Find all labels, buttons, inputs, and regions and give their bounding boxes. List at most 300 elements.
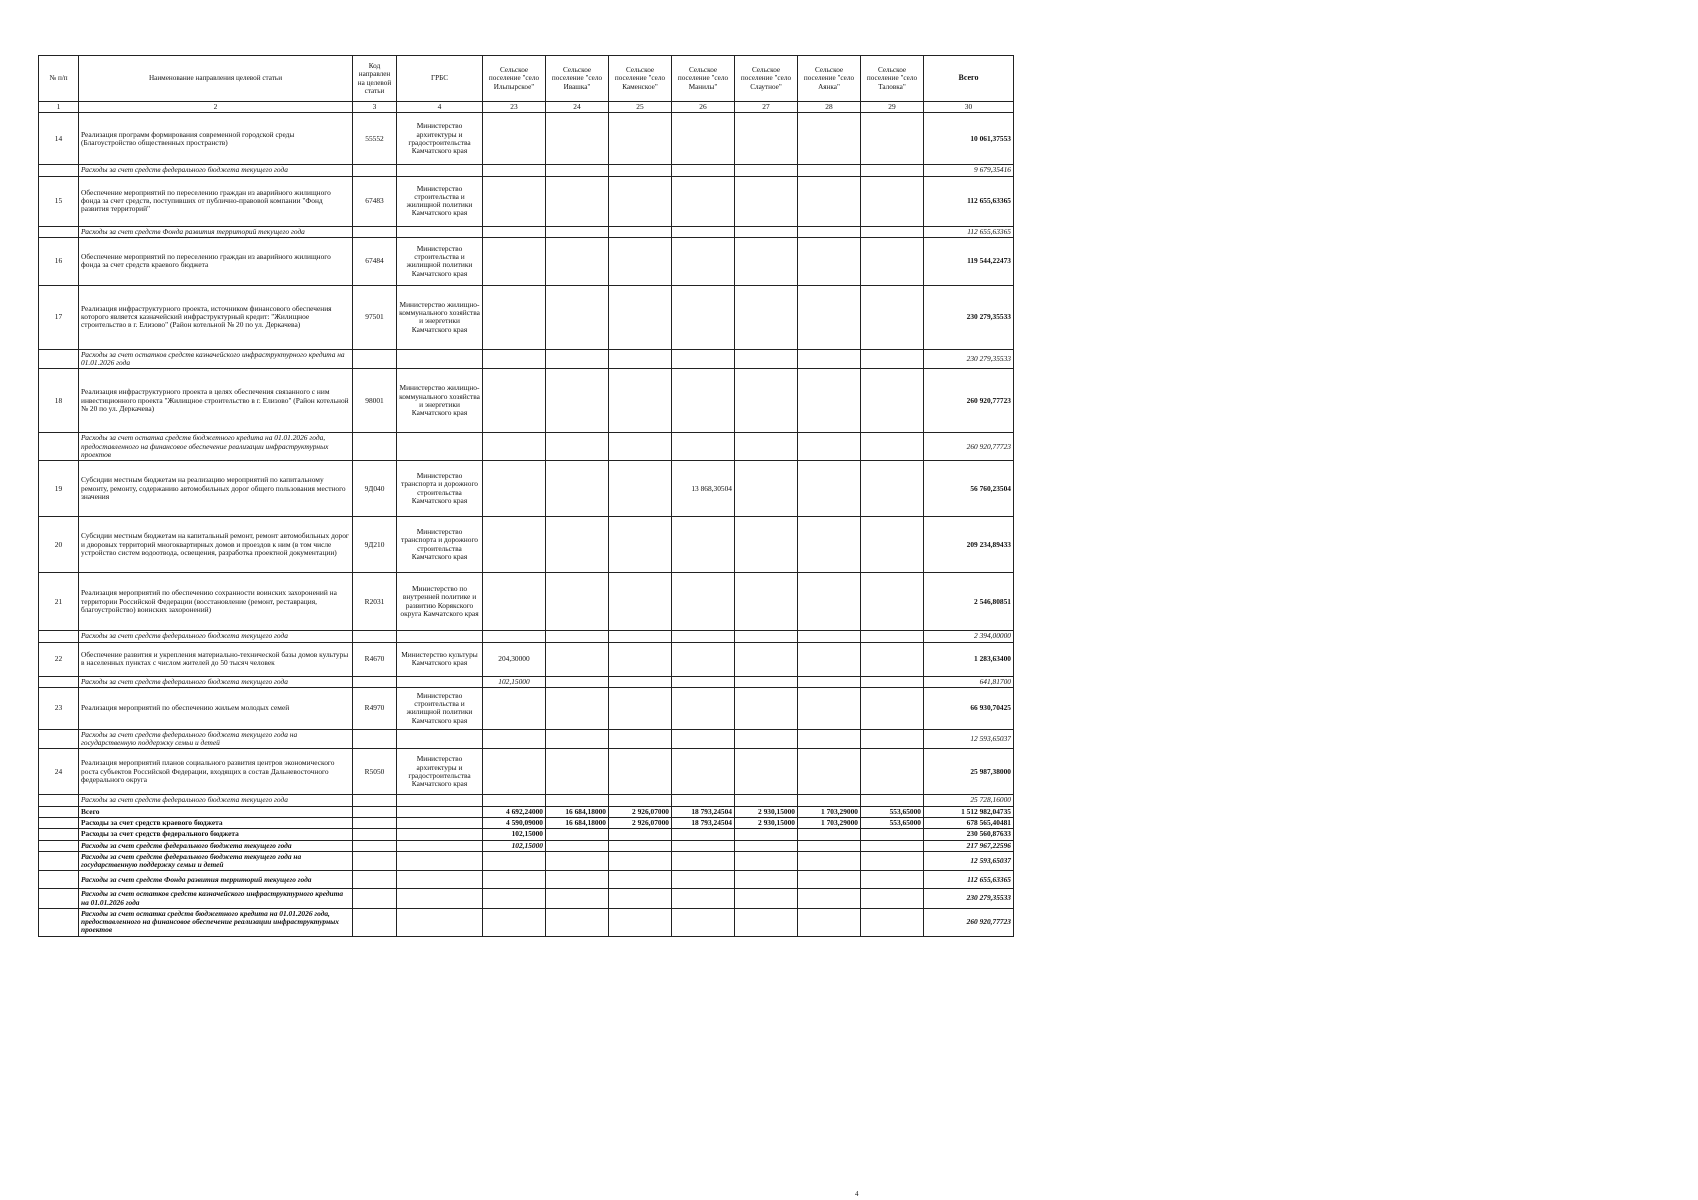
subrow-total: 230 279,35533: [924, 349, 1014, 369]
totals-v29: 553,65000: [861, 817, 924, 828]
totals-v29: [861, 829, 924, 840]
row-total: 1 283,63400: [924, 642, 1014, 676]
totals-blank: [397, 908, 483, 936]
totals-blank: [397, 871, 483, 889]
subrow-label: Расходы за счет средств федерального бюджета текущего года: [79, 631, 353, 642]
totals-v29: [861, 851, 924, 871]
subrow-blank: [735, 631, 798, 642]
totals-v26: [672, 889, 735, 909]
subrow-blank: [735, 165, 798, 176]
row-grbs: Министерство жилищно-коммунального хозяйства и энергетики Камчатского края: [397, 369, 483, 433]
header-grbs: ГРБС: [397, 56, 483, 102]
subrow-blank: [609, 226, 672, 237]
totals-label: Расходы за счет остатка средств бюджетного кредита на 01.01.2026 года, предоставленного на финансовое обеспечение реализации инфраструктурных проектов: [79, 908, 353, 936]
row-s25: [609, 642, 672, 676]
totals-v27: [735, 851, 798, 871]
totals-total: 230 560,87633: [924, 829, 1014, 840]
totals-v28: 1 703,29000: [798, 806, 861, 817]
subrow-label: Расходы за счет средств федерального бюджета текущего года на государственную поддержку семьи и детей: [79, 729, 353, 749]
totals-v28: [798, 840, 861, 851]
row-total: 56 760,23504: [924, 461, 1014, 517]
subrow-blank: [546, 729, 609, 749]
page-number: 4: [855, 1190, 859, 1198]
subrow-blank: [353, 795, 397, 806]
row-total: 260 920,77723: [924, 369, 1014, 433]
totals-v25: 2 926,07000: [609, 806, 672, 817]
row-num: 20: [39, 517, 79, 573]
row-name: Реализация мероприятий планов социального развития центров экономического роста субъектов Российской Федерации, входящих в состав Дальневосточного федерального округа: [79, 749, 353, 795]
row-s27: [735, 749, 798, 795]
totals-row: [39, 840, 1014, 851]
row-s28: [798, 642, 861, 676]
subrow-blank: [861, 226, 924, 237]
totals-row: [39, 817, 1014, 828]
subrow-blank: [397, 795, 483, 806]
row-code: 97501: [353, 285, 397, 349]
table-subrow: [39, 729, 1014, 749]
table-body: [39, 113, 1014, 936]
table-subrow: [39, 226, 1014, 237]
row-name: Реализация инфраструктурного проекта в целях обеспечения связанного с ним инвестиционного проекта "Жилищное строительство в г. Елизово" (Район котельной № 20 по ул. Деркачева): [79, 369, 353, 433]
table-row: [39, 461, 1014, 517]
row-s29: [861, 687, 924, 729]
totals-v25: [609, 840, 672, 851]
row-s26: [672, 573, 735, 631]
colnum: 25: [609, 102, 672, 113]
totals-v23: [483, 871, 546, 889]
subrow-blank: [672, 349, 735, 369]
row-s28: [798, 573, 861, 631]
subrow-label: Расходы за счет средств федерального бюджета текущего года: [79, 795, 353, 806]
totals-v25: 2 926,07000: [609, 817, 672, 828]
table-row: [39, 285, 1014, 349]
colnum: 23: [483, 102, 546, 113]
totals-v27: [735, 889, 798, 909]
subrow-blank: [672, 226, 735, 237]
subrow-blank: [672, 631, 735, 642]
header-total: Всего: [924, 56, 1014, 102]
totals-v23: 4 692,24000: [483, 806, 546, 817]
totals-v27: 2 930,15000: [735, 806, 798, 817]
subrow-blank: [39, 165, 79, 176]
colnum: 24: [546, 102, 609, 113]
subrow-total: 112 655,63365: [924, 226, 1014, 237]
subrow-s23: [483, 795, 546, 806]
subrow-label: Расходы за счет средств федерального бюджета текущего года: [79, 676, 353, 687]
subrow-blank: [546, 433, 609, 461]
row-total: 2 546,80851: [924, 573, 1014, 631]
totals-v24: [546, 851, 609, 871]
row-s28: [798, 749, 861, 795]
totals-v26: [672, 840, 735, 851]
row-s23: 204,30000: [483, 642, 546, 676]
totals-blank: [353, 889, 397, 909]
totals-v27: [735, 840, 798, 851]
subrow-total: 260 920,77723: [924, 433, 1014, 461]
row-code: R4670: [353, 642, 397, 676]
subrow-total: 2 394,00000: [924, 631, 1014, 642]
header-name: Наименование направления целевой статьи: [79, 56, 353, 102]
row-total: 230 279,35533: [924, 285, 1014, 349]
subrow-blank: [861, 631, 924, 642]
subrow-blank: [353, 676, 397, 687]
totals-v28: [798, 889, 861, 909]
subrow-blank: [353, 631, 397, 642]
subrow-total: 641,81700: [924, 676, 1014, 687]
row-grbs: Министерство жилищно-коммунального хозяйства и энергетики Камчатского края: [397, 285, 483, 349]
row-s25: [609, 285, 672, 349]
totals-blank: [353, 840, 397, 851]
subrow-blank: [609, 676, 672, 687]
totals-blank: [39, 829, 79, 840]
subrow-blank: [546, 676, 609, 687]
subrow-blank: [798, 631, 861, 642]
row-code: 9Д210: [353, 517, 397, 573]
row-name: Реализация мероприятий по обеспечению жильем молодых семей: [79, 687, 353, 729]
row-s23: [483, 687, 546, 729]
totals-label: Расходы за счет средств федерального бюджета: [79, 829, 353, 840]
row-s25: [609, 517, 672, 573]
subrow-label: Расходы за счет остатка средств бюджетного кредита на 01.01.2026 года, предоставленного на финансовое обеспечение реализации инфраструктурных проектов: [79, 433, 353, 461]
subrow-blank: [609, 631, 672, 642]
row-grbs: Министерство строительства и жилищной политики Камчатского края: [397, 237, 483, 285]
totals-total: 1 512 982,04735: [924, 806, 1014, 817]
row-name: Реализация инфраструктурного проекта, источником финансового обеспечения которого является казначейский инфраструктурный кредит: "Жилищное строительство в г. Елизово" (Район котельной № 20 по ул. Деркачева): [79, 285, 353, 349]
totals-row: [39, 889, 1014, 909]
row-grbs: Министерство строительства и жилищной политики Камчатского края: [397, 176, 483, 226]
subrow-blank: [353, 165, 397, 176]
subrow-s23: [483, 165, 546, 176]
totals-v24: [546, 889, 609, 909]
totals-v29: [861, 908, 924, 936]
row-s24: [546, 517, 609, 573]
row-code: R4970: [353, 687, 397, 729]
subrow-blank: [861, 676, 924, 687]
row-s27: [735, 285, 798, 349]
row-s29: [861, 573, 924, 631]
totals-blank: [353, 871, 397, 889]
totals-v24: 16 684,18000: [546, 817, 609, 828]
row-grbs: Министерство по внутренней политике и развитию Корякского округа Камчатского края: [397, 573, 483, 631]
subrow-s23: 102,15000: [483, 676, 546, 687]
totals-v23: [483, 851, 546, 871]
header-s26: Сельское поселение "село Манилы": [672, 56, 735, 102]
table-header: [39, 56, 1014, 113]
header-s29: Сельское поселение "село Таловка": [861, 56, 924, 102]
subrow-blank: [39, 676, 79, 687]
totals-blank: [397, 829, 483, 840]
totals-v26: 18 793,24504: [672, 817, 735, 828]
row-name: Реализация мероприятий по обеспечению сохранности воинских захоронений на территории Российской Федерации (восстановление (ремонт, реставрация, благоустройство) воинских захоронений): [79, 573, 353, 631]
subrow-blank: [546, 226, 609, 237]
subrow-blank: [39, 433, 79, 461]
subrow-total: 25 728,16000: [924, 795, 1014, 806]
subrow-blank: [672, 433, 735, 461]
row-s28: [798, 687, 861, 729]
subrow-blank: [397, 349, 483, 369]
totals-row: [39, 829, 1014, 840]
totals-row: [39, 871, 1014, 889]
subrow-blank: [798, 165, 861, 176]
totals-v27: 2 930,15000: [735, 817, 798, 828]
totals-total: 678 565,40481: [924, 817, 1014, 828]
row-s26: [672, 749, 735, 795]
table-row: [39, 517, 1014, 573]
row-num: 14: [39, 113, 79, 165]
row-s27: [735, 461, 798, 517]
subrow-s23: [483, 349, 546, 369]
totals-v23: [483, 908, 546, 936]
colnum: 4: [397, 102, 483, 113]
subrow-label: Расходы за счет средств Фонда развития территорий текущего года: [79, 226, 353, 237]
subrow-blank: [672, 729, 735, 749]
totals-v27: [735, 829, 798, 840]
subrow-blank: [353, 349, 397, 369]
row-total: 119 544,22473: [924, 237, 1014, 285]
totals-blank: [353, 851, 397, 871]
row-s25: [609, 237, 672, 285]
row-total: 112 655,63365: [924, 176, 1014, 226]
totals-v25: [609, 908, 672, 936]
subrow-blank: [798, 226, 861, 237]
totals-total: 217 967,22596: [924, 840, 1014, 851]
subrow-s23: [483, 631, 546, 642]
row-name: Обеспечение мероприятий по переселению граждан из аварийного жилищного фонда за счет средств, поступивших от публично-правовой компании "Фонд развития территорий": [79, 176, 353, 226]
subrow-blank: [861, 795, 924, 806]
row-s29: [861, 237, 924, 285]
totals-total: 260 920,77723: [924, 908, 1014, 936]
totals-v23: 4 590,09000: [483, 817, 546, 828]
row-s24: [546, 237, 609, 285]
colnum: 3: [353, 102, 397, 113]
row-name: Обеспечение развития и укрепления материально-технической базы домов культуры в населенных пунктах с числом жителей до 50 тысяч человек: [79, 642, 353, 676]
table-subrow: [39, 795, 1014, 806]
totals-blank: [353, 829, 397, 840]
row-num: 15: [39, 176, 79, 226]
row-s29: [861, 176, 924, 226]
row-s28: [798, 517, 861, 573]
row-s26: [672, 113, 735, 165]
colnum: 26: [672, 102, 735, 113]
subrow-blank: [397, 433, 483, 461]
header-code: Код направлен на целевой статьи: [353, 56, 397, 102]
row-code: 67483: [353, 176, 397, 226]
row-s28: [798, 369, 861, 433]
totals-blank: [397, 840, 483, 851]
table-row: [39, 573, 1014, 631]
subrow-blank: [39, 795, 79, 806]
subrow-blank: [609, 165, 672, 176]
totals-v28: [798, 871, 861, 889]
table-row: [39, 749, 1014, 795]
row-s26: [672, 517, 735, 573]
row-s29: [861, 517, 924, 573]
subrow-blank: [609, 729, 672, 749]
subrow-total: 12 593,65037: [924, 729, 1014, 749]
colnum: 29: [861, 102, 924, 113]
totals-v27: [735, 871, 798, 889]
row-num: 23: [39, 687, 79, 729]
row-code: 98001: [353, 369, 397, 433]
subrow-blank: [546, 795, 609, 806]
table-subrow: [39, 676, 1014, 687]
subrow-blank: [798, 676, 861, 687]
totals-v28: [798, 851, 861, 871]
row-s23: [483, 461, 546, 517]
row-s24: [546, 285, 609, 349]
subrow-blank: [39, 631, 79, 642]
subrow-blank: [353, 729, 397, 749]
table-subrow: [39, 165, 1014, 176]
row-total: 209 234,89433: [924, 517, 1014, 573]
row-s26: [672, 687, 735, 729]
table-subrow: [39, 433, 1014, 461]
totals-blank: [397, 889, 483, 909]
subrow-blank: [798, 729, 861, 749]
subrow-blank: [861, 349, 924, 369]
totals-v29: [861, 889, 924, 909]
totals-v29: [861, 871, 924, 889]
subrow-blank: [39, 349, 79, 369]
table-row: [39, 687, 1014, 729]
row-s29: [861, 113, 924, 165]
totals-v26: 18 793,24504: [672, 806, 735, 817]
row-s28: [798, 237, 861, 285]
header-s23: Сельское поселение "село Ильпырское": [483, 56, 546, 102]
column-number-row: [39, 102, 1014, 113]
row-s25: [609, 176, 672, 226]
budget-table: [38, 55, 1014, 937]
subrow-blank: [798, 433, 861, 461]
totals-blank: [39, 806, 79, 817]
totals-v26: [672, 908, 735, 936]
table-row: [39, 113, 1014, 165]
row-s26: [672, 642, 735, 676]
totals-v28: [798, 908, 861, 936]
totals-total: 230 279,35533: [924, 889, 1014, 909]
row-total: 66 930,70425: [924, 687, 1014, 729]
table-subrow: [39, 631, 1014, 642]
row-grbs: Министерство культуры Камчатского края: [397, 642, 483, 676]
subrow-s23: [483, 226, 546, 237]
totals-blank: [353, 806, 397, 817]
row-num: 21: [39, 573, 79, 631]
totals-blank: [397, 817, 483, 828]
totals-v28: 1 703,29000: [798, 817, 861, 828]
subrow-blank: [397, 165, 483, 176]
row-s23: [483, 113, 546, 165]
subrow-blank: [397, 631, 483, 642]
row-s25: [609, 369, 672, 433]
row-code: R2031: [353, 573, 397, 631]
totals-v25: [609, 871, 672, 889]
row-grbs: Министерство транспорта и дорожного строительства Камчатского края: [397, 517, 483, 573]
row-s25: [609, 113, 672, 165]
totals-label: Расходы за счет средств краевого бюджета: [79, 817, 353, 828]
row-s29: [861, 749, 924, 795]
row-s27: [735, 573, 798, 631]
row-num: 19: [39, 461, 79, 517]
subrow-blank: [609, 433, 672, 461]
row-s23: [483, 176, 546, 226]
row-num: 18: [39, 369, 79, 433]
totals-blank: [353, 817, 397, 828]
subrow-blank: [735, 349, 798, 369]
row-s23: [483, 517, 546, 573]
totals-label: Всего: [79, 806, 353, 817]
subrow-blank: [798, 349, 861, 369]
header-num: № п/п: [39, 56, 79, 102]
row-grbs: Министерство архитектуры и градостроительства Камчатского края: [397, 749, 483, 795]
colnum: 27: [735, 102, 798, 113]
row-total: 10 061,37553: [924, 113, 1014, 165]
subrow-blank: [735, 729, 798, 749]
row-num: 22: [39, 642, 79, 676]
row-s27: [735, 687, 798, 729]
colnum: 2: [79, 102, 353, 113]
totals-v23: 102,15000: [483, 829, 546, 840]
row-s27: [735, 369, 798, 433]
totals-v24: [546, 871, 609, 889]
row-s23: [483, 749, 546, 795]
row-s29: [861, 461, 924, 517]
subrow-blank: [861, 729, 924, 749]
totals-label: Расходы за счет средств Фонда развития территорий текущего года: [79, 871, 353, 889]
subrow-blank: [397, 226, 483, 237]
row-s25: [609, 687, 672, 729]
row-grbs: Министерство архитектуры и градостроительства Камчатского края: [397, 113, 483, 165]
row-code: 67484: [353, 237, 397, 285]
totals-total: 112 655,63365: [924, 871, 1014, 889]
totals-v25: [609, 889, 672, 909]
totals-blank: [39, 889, 79, 909]
totals-v27: [735, 908, 798, 936]
totals-v26: [672, 829, 735, 840]
row-s28: [798, 461, 861, 517]
totals-v29: 553,65000: [861, 806, 924, 817]
totals-blank: [39, 840, 79, 851]
row-s24: [546, 642, 609, 676]
subrow-blank: [353, 433, 397, 461]
subrow-blank: [672, 795, 735, 806]
subrow-blank: [672, 165, 735, 176]
row-s27: [735, 237, 798, 285]
subrow-blank: [546, 631, 609, 642]
totals-v23: [483, 889, 546, 909]
row-num: 24: [39, 749, 79, 795]
row-s23: [483, 237, 546, 285]
row-s26: [672, 237, 735, 285]
row-s28: [798, 113, 861, 165]
header-s24: Сельское поселение "село Ивашка": [546, 56, 609, 102]
row-name: Субсидии местным бюджетам на реализацию мероприятий по капитальному ремонту, ремонту, содержанию автомобильных дорог общего пользования местного значения: [79, 461, 353, 517]
table-row: [39, 237, 1014, 285]
totals-v25: [609, 851, 672, 871]
totals-row: [39, 908, 1014, 936]
subrow-blank: [609, 349, 672, 369]
totals-blank: [397, 851, 483, 871]
table-row: [39, 369, 1014, 433]
totals-blank: [39, 851, 79, 871]
totals-v29: [861, 840, 924, 851]
row-s26: 13 868,30504: [672, 461, 735, 517]
row-s29: [861, 642, 924, 676]
row-code: 9Д040: [353, 461, 397, 517]
subrow-blank: [735, 676, 798, 687]
table-subrow: [39, 349, 1014, 369]
subrow-blank: [397, 729, 483, 749]
header-s27: Сельское поселение "село Слаутное": [735, 56, 798, 102]
